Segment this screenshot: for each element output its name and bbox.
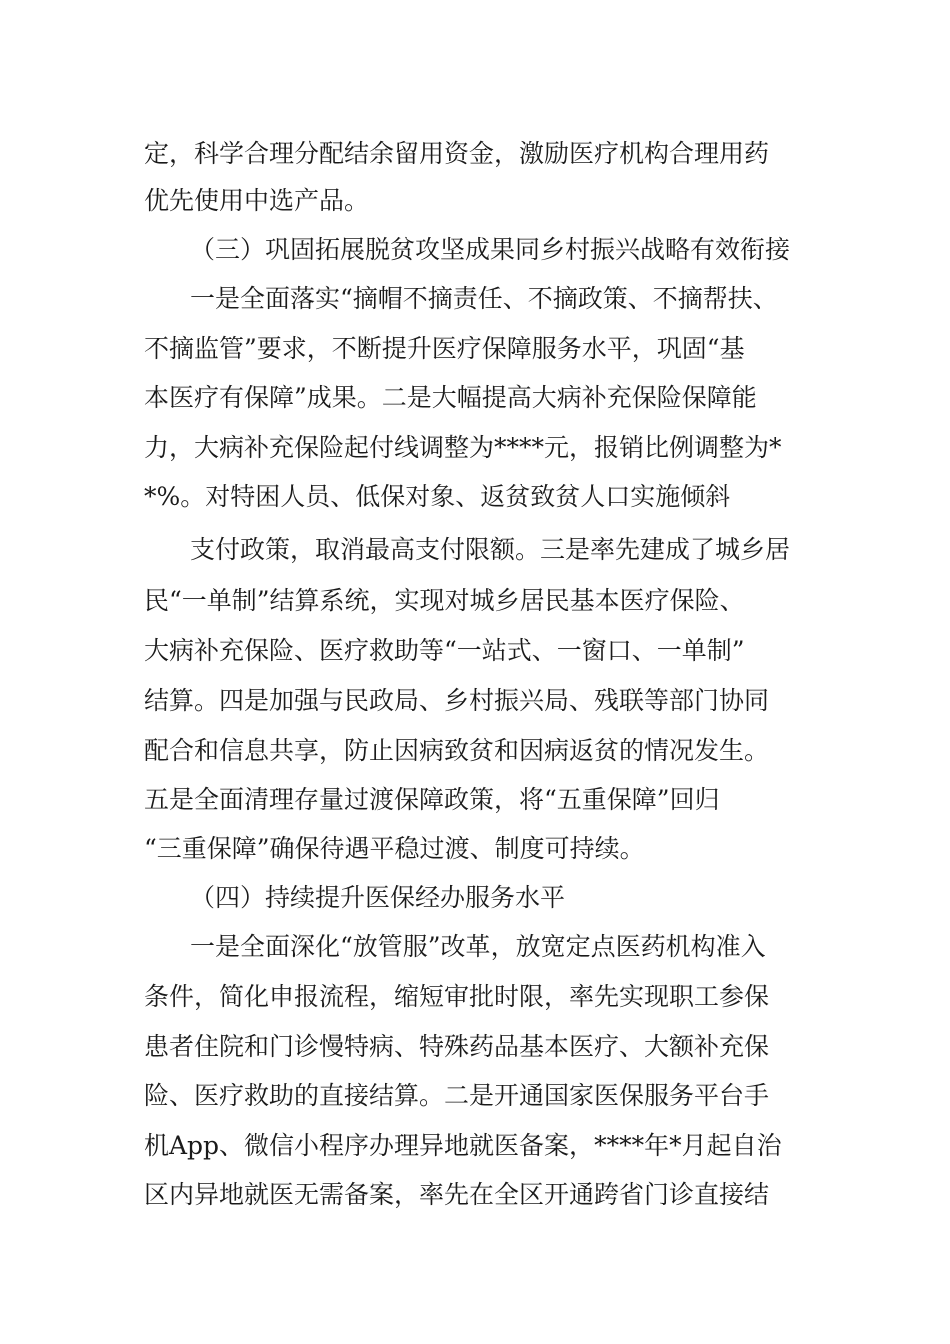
text-line: 条件，简化申报流程，缩短审批时限，率先实现职工参保	[144, 982, 770, 1011]
text-line: 一是全面落实“摘帽不摘责任、不摘政策、不摘帮扶、	[190, 284, 778, 313]
text-line: 机App、微信小程序办理异地就医备案，****年*月起自治	[144, 1131, 782, 1160]
text-line: 配合和信息共享，防止因病致贫和因病返贫的情况发生。	[144, 736, 770, 765]
text-line: 定，科学合理分配结余留用资金，激励医疗机构合理用药	[144, 139, 770, 168]
text-line: 民“一单制”结算系统，实现对城乡居民基本医疗保险、	[144, 586, 745, 615]
text-line: 五是全面清理存量过渡保障政策，将“五重保障”回归	[144, 785, 720, 814]
text-line: 力，大病补充保险起付线调整为****元，报销比例调整为*	[144, 433, 782, 462]
text-line: 大病补充保险、医疗救助等“一站式、一窗口、一单制”	[144, 636, 745, 665]
text-line: 优先使用中选产品。	[144, 186, 370, 215]
section-heading: （三）巩固拓展脱贫攻坚成果同乡村振兴战略有效衔接	[190, 235, 791, 264]
text-line: 区内异地就医无需备案，率先在全区开通跨省门诊直接结	[144, 1180, 770, 1209]
text-line: “三重保障”确保待遇平稳过渡、制度可持续。	[144, 834, 645, 863]
text-line: 支付政策，取消最高支付限额。三是率先建成了城乡居	[190, 535, 791, 564]
text-line: *%。对特困人员、低保对象、返贫致贫人口实施倾斜	[144, 482, 731, 511]
text-line: 不摘监管”要求，不断提升医疗保障服务水平，巩固“基	[144, 334, 745, 363]
text-line: 结算。四是加强与民政局、乡村振兴局、残联等部门协同	[144, 686, 770, 715]
section-heading: （四）持续提升医保经办服务水平	[190, 883, 566, 912]
text-line: 一是全面深化“放管服”改革，放宽定点医药机构准入	[190, 932, 766, 961]
text-line: 险、医疗救助的直接结算。二是开通国家医保服务平台手	[144, 1081, 770, 1110]
text-line: 本医疗有保障”成果。二是大幅提高大病补充保险保障能	[144, 383, 757, 412]
text-line: 患者住院和门诊慢特病、特殊药品基本医疗、大额补充保	[144, 1032, 770, 1061]
